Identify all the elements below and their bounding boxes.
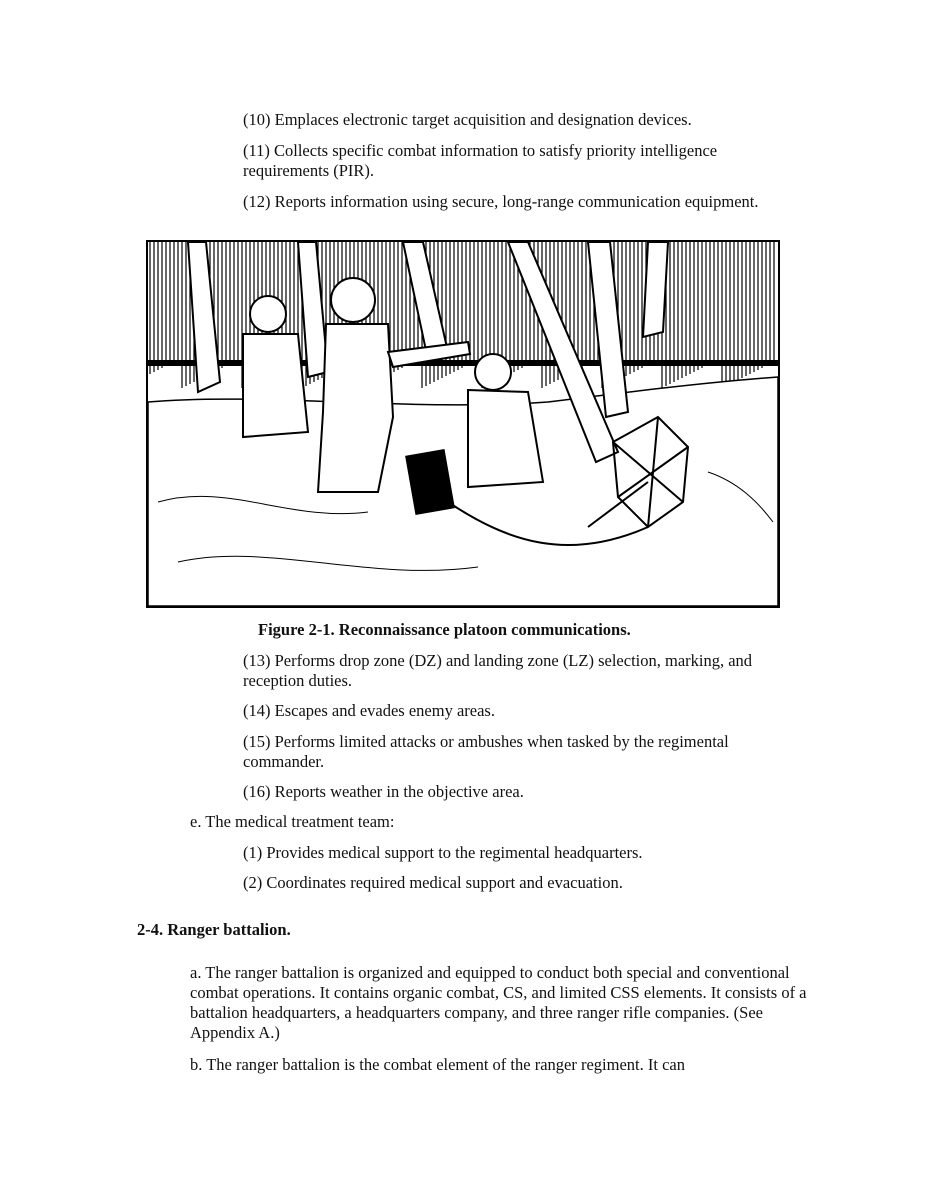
section-heading: 2-4. Ranger battalion. <box>137 920 291 939</box>
list-item-15: (15) Performs limited attacks or ambushes when tasked by the regimental commander. <box>243 732 729 771</box>
paragraph-b: b. The ranger battalion is the combat element of the ranger regiment. It can <box>190 1055 685 1074</box>
figure-illustration <box>146 240 780 608</box>
list-item-e2: (2) Coordinates required medical support and evacuation. <box>243 873 623 892</box>
list-item-13: (13) Performs drop zone (DZ) and landing zone (LZ) selection, marking, and reception duties. <box>243 651 753 690</box>
recon-platoon-illustration <box>148 242 778 606</box>
figure-caption: Figure 2-1. Reconnaissance platoon communications. <box>258 620 631 639</box>
list-item-10: (10) Emplaces electronic target acquisition and designation devices. <box>243 110 692 129</box>
item-e: e. The medical treatment team: <box>190 812 395 831</box>
list-item-11: (11) Collects specific combat information to satisfy priority intelligence requirements (PIR). <box>243 141 718 180</box>
list-item-12: (12) Reports information using secure, long-range communication equipment. <box>243 192 759 211</box>
list-item-e1: (1) Provides medical support to the regimental headquarters. <box>243 843 643 862</box>
list-item-14: (14) Escapes and evades enemy areas. <box>243 701 495 720</box>
paragraph-a: a. The ranger battalion is organized and equipped to conduct both special and conventional combat operations. It contains organic combat, CS, and limited CSS elements. It consists of a battalion headquarters, a headquarters company, and three ranger rifle companies. (See Appendix A.) <box>190 963 807 1042</box>
list-item-16: (16) Reports weather in the objective area. <box>243 782 524 801</box>
